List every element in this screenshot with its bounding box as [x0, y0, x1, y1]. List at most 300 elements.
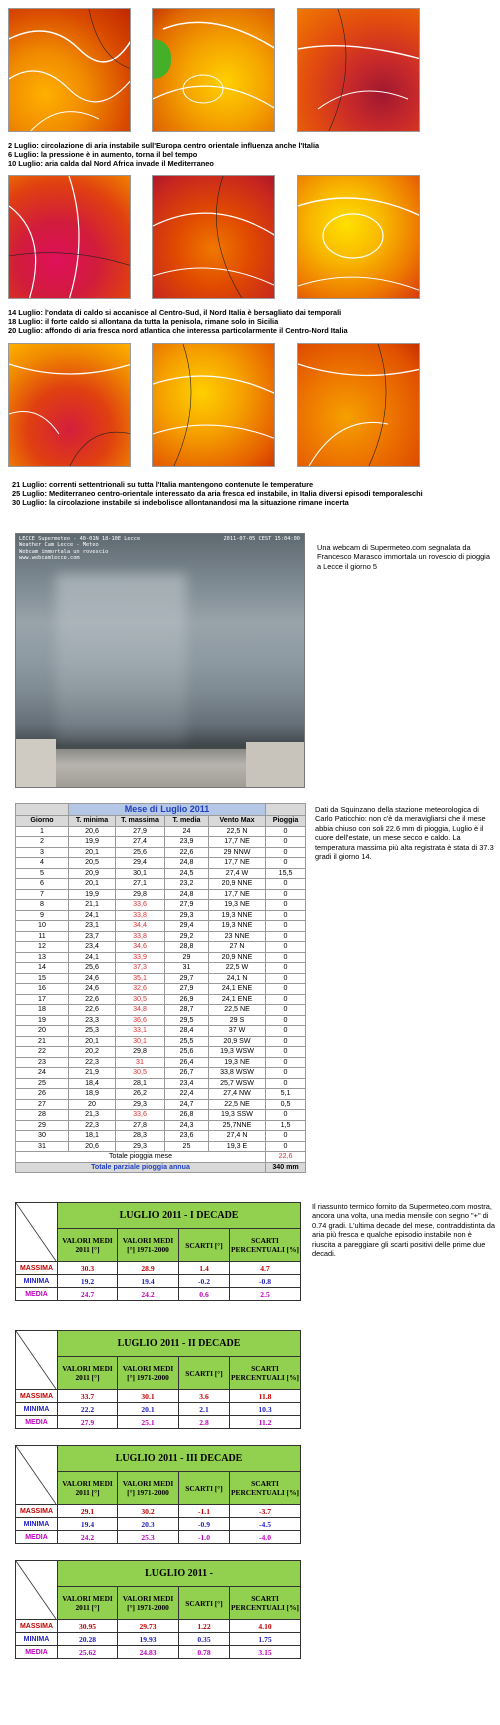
table-cell: 25,5: [165, 1036, 209, 1047]
table-cell: 2.1: [179, 1403, 230, 1416]
table-cell: 37,3: [116, 963, 165, 974]
table-cell: 2.8: [179, 1416, 230, 1429]
decade-col-header: SCARTI PERCENTUALI [%]: [230, 1472, 301, 1505]
table-cell: 16: [16, 984, 69, 995]
webcam-description: Una webcam di Supermeteo.com segnalata da Francesco Marasco immortala un rovescio di pioggia a Lecce il giorno 5: [317, 543, 490, 571]
table-cell: 19,3 SSW: [209, 1110, 266, 1121]
table-cell: 17,7 NE: [209, 837, 266, 848]
table-cell: 27 N: [209, 942, 266, 953]
table-cell: 15: [16, 973, 69, 984]
table-cell: 36,6: [116, 1015, 165, 1026]
table-cell: 18,4: [69, 1078, 116, 1089]
table-cell: 0.78: [179, 1646, 230, 1659]
table-cell: 4.7: [230, 1262, 301, 1275]
table-cell: 0: [266, 837, 306, 848]
map-isobars: [153, 344, 275, 467]
diagonal-line: [16, 1203, 56, 1261]
table-cell: 33.7: [58, 1390, 118, 1403]
table-cell: 27,4 W: [209, 868, 266, 879]
table-cell: 23,4: [165, 1078, 209, 1089]
table-cell: 25,3: [69, 1026, 116, 1037]
table-row: [16, 931, 306, 942]
weather-map-18-luglio: [152, 175, 275, 299]
overlay-line-1: LECCE Supermeteo - 40-01N 18-10E Lecce: [19, 536, 141, 542]
table-cell: 0: [266, 910, 306, 921]
weather-map-10-luglio: [297, 8, 420, 132]
map-isobars: [153, 176, 275, 299]
table-cell: 21,3: [69, 1110, 116, 1121]
table-cell: 28,4: [165, 1026, 209, 1037]
table-cell: 23,7: [69, 931, 116, 942]
building-left: [16, 739, 56, 788]
weather-map-14-luglio: [8, 175, 131, 299]
table-row: [16, 1005, 306, 1016]
table-cell: 25,7 WSW: [209, 1078, 266, 1089]
total-month-rain-value: 22,6: [266, 1152, 306, 1163]
table-cell: 23,2: [165, 879, 209, 890]
month-table-header: [16, 816, 306, 827]
table-cell: 26,2: [116, 1089, 165, 1100]
table-cell: -1.1: [179, 1505, 230, 1518]
captions-group-1: [8, 141, 319, 169]
table-cell: 19,9: [69, 889, 116, 900]
decade-title: LUGLIO 2011 - I DECADE: [58, 1203, 301, 1229]
table-cell: 0: [266, 1047, 306, 1058]
map-isobars: [298, 176, 420, 299]
table-cell: 29.1: [58, 1505, 118, 1518]
row-label: MEDIA: [16, 1288, 58, 1301]
table-cell: -3.7: [230, 1505, 301, 1518]
table-cell: 34,8: [116, 1005, 165, 1016]
table-cell: 24,6: [69, 984, 116, 995]
table-cell: 27,1: [116, 879, 165, 890]
table-cell: 29,4: [116, 858, 165, 869]
table-cell: 25,6: [69, 963, 116, 974]
weather-map-20-luglio: [297, 175, 420, 299]
table-cell: 23,6: [165, 1131, 209, 1142]
table-cell: 27,4 N: [209, 1131, 266, 1142]
table-cell: 20,5: [69, 858, 116, 869]
table-row: [16, 1110, 306, 1121]
table-cell: 1.22: [179, 1620, 230, 1633]
table-cell: 19,3 NNE: [209, 921, 266, 932]
month-table-title: Mese di Luglio 2011: [69, 804, 266, 816]
table-cell: 29.73: [118, 1620, 179, 1633]
table-cell: 1.4: [179, 1262, 230, 1275]
table-cell: 28,7: [165, 1005, 209, 1016]
table-cell: 25.3: [118, 1531, 179, 1544]
table-cell: 24.83: [118, 1646, 179, 1659]
table-cell: 21: [16, 1036, 69, 1047]
table-cell: 28,3: [116, 1131, 165, 1142]
table-cell: 24,1: [69, 910, 116, 921]
table-row: [16, 963, 306, 974]
table-cell: 14: [16, 963, 69, 974]
table-row: [16, 1131, 306, 1142]
table-cell: 20,9: [69, 868, 116, 879]
table-cell: 23,1: [69, 921, 116, 932]
table-cell: 27,9: [116, 826, 165, 837]
table-cell: 33,1: [116, 1026, 165, 1037]
decade-col-header: SCARTI [°]: [179, 1472, 230, 1505]
table-cell: 19,3 NE: [209, 1057, 266, 1068]
map-isobars: [9, 344, 131, 467]
weather-map-30-luglio: [297, 343, 420, 467]
table-cell: 22,3: [69, 1057, 116, 1068]
table-row: [16, 1262, 301, 1275]
table-cell: 23,9: [165, 837, 209, 848]
table-row: [16, 1518, 301, 1531]
summary-description: Il riassunto termico fornito da Supermeteo.com mostra, ancora una volta, una media mensile con segno "+" di 0.74 gradi. L'ultima decade del mese, contraddistinta da aria più fresca e qualche episodio instabile non è riuscita a pareggiare gli scarti positivi delle prime due decadi.: [312, 1202, 496, 1259]
table-cell: 24: [16, 1068, 69, 1079]
table-cell: 20,9 NNE: [209, 952, 266, 963]
decade-table: [15, 1445, 301, 1544]
table-cell: 0: [266, 1026, 306, 1037]
table-cell: 37 W: [209, 1026, 266, 1037]
decade-col-header: SCARTI [°]: [179, 1357, 230, 1390]
table-cell: 4: [16, 858, 69, 869]
table-row: [16, 1531, 301, 1544]
weather-map-6-luglio: [152, 8, 275, 132]
row-label: MINIMA: [16, 1518, 58, 1531]
table-cell: 32,6: [116, 984, 165, 995]
table-cell: 21,9: [69, 1068, 116, 1079]
table-cell: 23,4: [69, 942, 116, 953]
table-cell: 9: [16, 910, 69, 921]
table-cell: 26,4: [165, 1057, 209, 1068]
table-cell: 0: [266, 973, 306, 984]
table-cell: 33,8: [116, 910, 165, 921]
month-col-header: Pioggia: [266, 816, 306, 827]
caption-30-luglio: 30 Luglio: la circolazione instabile si indebolisce allontanandosi ma la situazione rimane incerta: [12, 498, 349, 508]
table-row: [16, 952, 306, 963]
weather-map-25-luglio: [152, 343, 275, 467]
table-cell: 22,4: [165, 1089, 209, 1100]
table-row: [16, 847, 306, 858]
map-isobars: [9, 176, 131, 299]
table-row: [16, 1288, 301, 1301]
table-row: [16, 1505, 301, 1518]
table-cell: -0.2: [179, 1275, 230, 1288]
table-cell: 22,5 W: [209, 963, 266, 974]
table-cell: 24.7: [58, 1288, 118, 1301]
map-isobars: [298, 9, 420, 132]
table-cell: 27,4: [116, 837, 165, 848]
table-cell: -0.8: [230, 1275, 301, 1288]
table-cell: 0: [266, 900, 306, 911]
table-cell: 20,1: [69, 879, 116, 890]
table-row: [16, 1416, 301, 1429]
month-col-header: Vento Max: [209, 816, 266, 827]
table-cell: 33,6: [116, 900, 165, 911]
weather-map-21-luglio: [8, 343, 131, 467]
table-cell: 0: [266, 921, 306, 932]
table-cell: 33,8 WSW: [209, 1068, 266, 1079]
table-cell: 29,8: [116, 1047, 165, 1058]
table-cell: 29,8: [116, 889, 165, 900]
row-label: MASSIMA: [16, 1620, 58, 1633]
table-cell: 29 S: [209, 1015, 266, 1026]
table-cell: 22,5 N: [209, 826, 266, 837]
table-cell: 27,9: [165, 900, 209, 911]
table-cell: 24.2: [118, 1288, 179, 1301]
decade-table: [15, 1560, 301, 1659]
table-cell: 19.4: [118, 1275, 179, 1288]
captions-group-3: [12, 480, 423, 508]
decade-title: LUGLIO 2011 - III DECADE: [58, 1446, 301, 1472]
map-isobars: [153, 9, 275, 132]
table-cell: 23,3: [69, 1015, 116, 1026]
table-cell: 19.4: [58, 1518, 118, 1531]
table-cell: 26: [16, 1089, 69, 1100]
diagonal-line: [16, 1331, 56, 1389]
table-row: [16, 858, 306, 869]
table-cell: 19: [16, 1015, 69, 1026]
table-cell: 29,3: [116, 1141, 165, 1152]
table-row: [16, 868, 306, 879]
table-row: [16, 826, 306, 837]
table-cell: 19,3 NNE: [209, 910, 266, 921]
table-cell: 28,8: [165, 942, 209, 953]
table-cell: 0.6: [179, 1288, 230, 1301]
table-cell: 4.10: [230, 1620, 301, 1633]
table-row: [16, 837, 306, 848]
table-cell: 29,3: [165, 910, 209, 921]
table-cell: 3: [16, 847, 69, 858]
table-row: [16, 900, 306, 911]
table-cell: 20,9 SW: [209, 1036, 266, 1047]
table-cell: 34,6: [116, 942, 165, 953]
table-cell: 30,5: [116, 1068, 165, 1079]
overlay-line-2: Weather Cam Lecce - Meteo: [19, 542, 99, 549]
table-cell: 25,6: [116, 847, 165, 858]
table-cell: 0: [266, 879, 306, 890]
table-cell: 20: [69, 1099, 116, 1110]
table-cell: 30.95: [58, 1620, 118, 1633]
table-row: [16, 1026, 306, 1037]
decade-title: LUGLIO 2011 -: [58, 1561, 301, 1587]
table-cell: 24,1 ENE: [209, 984, 266, 995]
table-cell: 27,4 NW: [209, 1089, 266, 1100]
map-isobars: [9, 9, 131, 132]
table-cell: 24,7: [165, 1099, 209, 1110]
table-cell: 33,6: [116, 1110, 165, 1121]
caption-20-luglio: 20 Luglio: affondo di aria fresca nord atlantica che interessa particolarmente il Centro-Nord Italia: [8, 326, 348, 336]
table-row: [16, 1089, 306, 1100]
table-cell: 11.8: [230, 1390, 301, 1403]
table-row: [16, 942, 306, 953]
table-cell: 22,5 NE: [209, 1099, 266, 1110]
table-cell: 1,5: [266, 1120, 306, 1131]
table-cell: 3.15: [230, 1646, 301, 1659]
decade-col-header: SCARTI [°]: [179, 1229, 230, 1262]
row-label: MEDIA: [16, 1416, 58, 1429]
table-row: [16, 1078, 306, 1089]
table-row: [16, 1015, 306, 1026]
table-row: [16, 973, 306, 984]
decade-col-header: VALORI MEDI 2011 [°]: [58, 1229, 118, 1262]
corner-cell: [16, 1561, 58, 1620]
table-cell: 23: [16, 1057, 69, 1068]
table-cell: 0: [266, 1068, 306, 1079]
row-label: MINIMA: [16, 1275, 58, 1288]
table-cell: 0.35: [179, 1633, 230, 1646]
table-cell: 24,5: [165, 868, 209, 879]
table-cell: 19.93: [118, 1633, 179, 1646]
table-cell: 11.2: [230, 1416, 301, 1429]
table-cell: 5: [16, 868, 69, 879]
table-cell: 18,1: [69, 1131, 116, 1142]
table-cell: 33,8: [116, 931, 165, 942]
corner-cell: [16, 1203, 58, 1262]
table-cell: 22,6: [69, 994, 116, 1005]
table-row: [16, 1620, 301, 1633]
table-cell: 28: [16, 1110, 69, 1121]
table-cell: 24: [165, 826, 209, 837]
table-row: [16, 1099, 306, 1110]
row-label: MASSIMA: [16, 1262, 58, 1275]
table-cell: 0: [266, 984, 306, 995]
table-cell: 1.75: [230, 1633, 301, 1646]
table-cell: 20.1: [118, 1403, 179, 1416]
table-row: [16, 1036, 306, 1047]
table-cell: 2: [16, 837, 69, 848]
table-cell: 27,8: [116, 1120, 165, 1131]
table-cell: 30.2: [118, 1505, 179, 1518]
decade-col-header: SCARTI PERCENTUALI [%]: [230, 1229, 301, 1262]
table-row: [16, 1646, 301, 1659]
table-cell: 27.9: [58, 1416, 118, 1429]
table-cell: 20,6: [69, 826, 116, 837]
table-cell: 0: [266, 1036, 306, 1047]
table-cell: 30: [16, 1131, 69, 1142]
month-col-header: T. massima: [116, 816, 165, 827]
table-row: [16, 921, 306, 932]
decade-col-header: SCARTI PERCENTUALI [%]: [230, 1357, 301, 1390]
table-cell: 31: [165, 963, 209, 974]
table-cell: 22,6: [69, 1005, 116, 1016]
table-cell: 19.2: [58, 1275, 118, 1288]
table-cell: -0.9: [179, 1518, 230, 1531]
decade-col-header: VALORI MEDI 2011 [°]: [58, 1587, 118, 1620]
decade-col-header: VALORI MEDI 2011 [°]: [58, 1357, 118, 1390]
table-cell: 19,3 E: [209, 1141, 266, 1152]
row-label: MINIMA: [16, 1633, 58, 1646]
total-year-rain-value: 340 mm: [266, 1162, 306, 1173]
webcam-photo: [15, 533, 305, 788]
total-year-rain-label: Totale parziale pioggia annua: [16, 1162, 266, 1173]
table-cell: 22,5 NE: [209, 1005, 266, 1016]
row-label: MASSIMA: [16, 1505, 58, 1518]
caption-21-luglio: 21 Luglio: correnti settentrionali su tutta l'Italia mantengono contenute le temperature: [12, 480, 314, 489]
table-cell: 23 NNE: [209, 931, 266, 942]
table-cell: 29,3: [116, 1099, 165, 1110]
table-cell: 31: [16, 1141, 69, 1152]
table-cell: 8: [16, 900, 69, 911]
rain-shaft: [56, 574, 186, 744]
overlay-line-4: www.webcamlecce.com: [19, 554, 80, 561]
decade-col-header: SCARTI [°]: [179, 1587, 230, 1620]
table-cell: 0: [266, 1141, 306, 1152]
table-cell: 19,9: [69, 837, 116, 848]
table-cell: 0,5: [266, 1099, 306, 1110]
table-cell: 0: [266, 847, 306, 858]
table-cell: 20,2: [69, 1047, 116, 1058]
row-label: MEDIA: [16, 1646, 58, 1659]
decade-col-header: VALORI MEDI [°] 1971-2000: [118, 1357, 179, 1390]
table-cell: 0: [266, 1078, 306, 1089]
caption-6-luglio: 6 Luglio: la pressione è in aumento, torna il bel tempo: [8, 150, 198, 160]
table-cell: 18: [16, 1005, 69, 1016]
table-cell: 1: [16, 826, 69, 837]
table-row: [16, 984, 306, 995]
decade-col-header: VALORI MEDI [°] 1971-2000: [118, 1587, 179, 1620]
table-cell: 3.6: [179, 1390, 230, 1403]
table-cell: 15,5: [266, 868, 306, 879]
table-cell: 20,1: [69, 1036, 116, 1047]
table-cell: 0: [266, 1015, 306, 1026]
table-cell: 20,9 NNE: [209, 879, 266, 890]
table-cell: 0: [266, 889, 306, 900]
table-cell: 17: [16, 994, 69, 1005]
table-cell: 24.2: [58, 1531, 118, 1544]
table-cell: 20,1: [69, 847, 116, 858]
table-cell: 29: [165, 952, 209, 963]
table-cell: 0: [266, 963, 306, 974]
table-cell: 17,7 NE: [209, 889, 266, 900]
table-cell: 29,5: [165, 1015, 209, 1026]
captions-group-2: [8, 308, 348, 336]
table-cell: -1.0: [179, 1531, 230, 1544]
table-row: [16, 1047, 306, 1058]
diagonal-line: [16, 1446, 56, 1504]
monthly-data-table: [15, 803, 306, 1173]
table-cell: 29,4: [165, 921, 209, 932]
table-cell: 2.5: [230, 1288, 301, 1301]
table-row: [16, 1275, 301, 1288]
table-cell: 24,6: [69, 973, 116, 984]
table-cell: 30.3: [58, 1262, 118, 1275]
table-cell: 12: [16, 942, 69, 953]
table-cell: 20.3: [118, 1518, 179, 1531]
table-cell: 0: [266, 858, 306, 869]
table-cell: 11: [16, 931, 69, 942]
table-cell: 27,9: [165, 984, 209, 995]
table-cell: 25: [16, 1078, 69, 1089]
decade-table: [15, 1330, 301, 1429]
table-cell: 24,1: [69, 952, 116, 963]
table-cell: 0: [266, 1057, 306, 1068]
caption-18-luglio: 18 Luglio: il forte caldo si allontana da tutta la penisola, rimane solo in Sicilia: [8, 317, 279, 327]
table-cell: 7: [16, 889, 69, 900]
table-cell: 0: [266, 931, 306, 942]
table-cell: 20,6: [69, 1141, 116, 1152]
table-cell: 34,4: [116, 921, 165, 932]
table-cell: 22,3: [69, 1120, 116, 1131]
table-cell: 19,3 NE: [209, 900, 266, 911]
table-cell: 29 NNW: [209, 847, 266, 858]
table-row: [16, 1633, 301, 1646]
month-description: Dati da Squinzano della stazione meteorologica di Carlo Paticchio: non c'è da meravigliarsi che il mese abbia chiuso con soli 22.6 mm di pioggia, Luglio è il cuore dell'estate, un mese secco e caldo. La temperatura massima più alta registrata è stata di 37.3 gradi il giorno 14.: [315, 805, 494, 862]
table-row: [16, 1141, 306, 1152]
decade-col-header: SCARTI PERCENTUALI [%]: [230, 1587, 301, 1620]
table-cell: 29,2: [165, 931, 209, 942]
table-cell: 26,8: [165, 1110, 209, 1121]
table-cell: 28,1: [116, 1078, 165, 1089]
table-cell: 28.9: [118, 1262, 179, 1275]
table-cell: 0: [266, 1110, 306, 1121]
table-row: [16, 1120, 306, 1131]
